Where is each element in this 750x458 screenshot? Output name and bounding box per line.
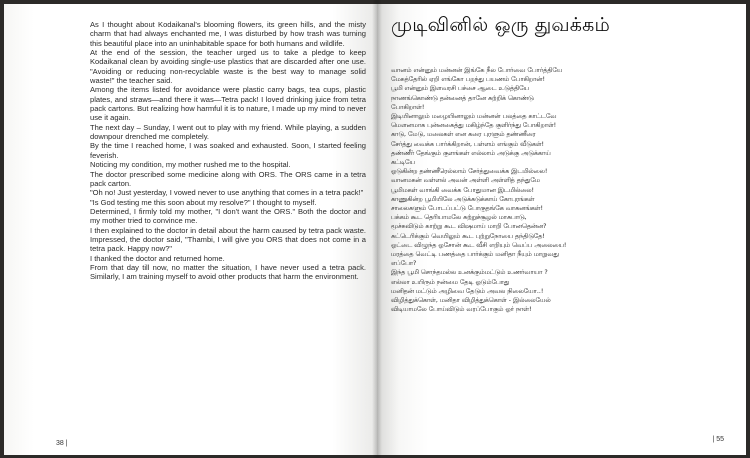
poem-line: சாலைகளும் போடப்பட்டு போகுதங்கே வாகனங்கள்!	[391, 205, 543, 213]
poem-line: மேகத்தேரில் ஏறி எங்கோ பறந்து பயணம் போகிறான்!	[391, 76, 545, 84]
right-page	[377, 4, 746, 455]
left-page-number: 38 |	[56, 440, 68, 447]
paragraph: I then explained to the doctor in detail about the harm caused by tetra pack waste. Impressed, the doctor said, "Thambi, I will give you ORS that does not come in a tetra pack. Happy now?"	[90, 225, 366, 254]
poem-line: ஓட்டை விழுந்த ஓசோன் கூட வீசி எறியும் வெப்ப அலையை!	[391, 241, 567, 249]
poem-line: விடியாமலே போய்விடும் வரப்போகும் ஓர் நாள்!	[391, 306, 532, 314]
poem-line: காணுகின்ற பூமியிலே அடுக்கடுக்காய் கோபுரங்கள்	[391, 195, 535, 203]
poem-line: சேர்த்து வைக்க பார்க்கிறான், பள்ளம் எங்கும் வீடுகள்!	[391, 140, 545, 148]
poem-line: மரத்தை வெட்டி பணத்தை பார்க்கும் மனிதா நீயும் மாறுவது	[391, 251, 559, 259]
poem-line: பக்கம் கூட தெரியாமலே சுற்றுச்சூழல் மாசுபாடு,	[391, 214, 527, 222]
poem-line: போகிறாள்!	[391, 103, 425, 111]
poem-line: நாணங்கொண்டு தன்னைத் தானே சுற்றிக் கொண்டு	[391, 94, 534, 102]
poem-line: வானமகன் வள்ளல் அவன் அள்ளி அள்ளித் தந்துமே	[391, 177, 540, 185]
paragraph: Noticing my condition, my mother rushed me to the hospital.	[90, 160, 291, 170]
paragraph: At the end of the session, the teacher urged us to take a pledge to keep Kodaikanal clean by avoiding single-use plastics that are discarded after one use. "Avoiding or reducing non-recyclable waste is the best way to manage solid waste!" the teacher said.	[90, 48, 366, 86]
poem-line: எல்லா உயிரும் நன்மை தேடி ஓடும்போது	[391, 278, 510, 286]
poem-line: இந்த பூமி சொந்தமல்ல உனக்கும்மட்டும் உணர்வாயா ?	[391, 269, 548, 277]
poem-line: தண்ணீர் தேங்கும் குளங்கள் எல்லாம் அடுக்கு அடுக்காய்	[391, 149, 551, 157]
poem-line: பூமிமகள் வாங்கி வைக்க போதுமான இடமில்லை!	[391, 186, 534, 194]
poem-line: வானம் என்னும் மன்னன் இங்கே நீல போர்வை போர்த்தியே	[391, 67, 563, 74]
paragraph: From that day till now, no matter the situation, I have never used a tetra pack. Similarly, I am training myself to avoid other products that harm the environment.	[90, 262, 366, 282]
poem-line: மனிதன் மட்டும் அழிவை தேடும் அவல நிலையோ..!	[391, 287, 544, 295]
paragraph: I thanked the doctor and returned home.	[90, 253, 225, 263]
paragraph: Determined, I firmly told my mother, "I don't want the ORS." Both the doctor and my mother tried to convince me.	[90, 206, 366, 226]
poem-line: சுட்டெரிக்கும் வெயிலும் கூட புற்றுநோயை தந்திடுதே!	[391, 232, 545, 240]
poem-line: ஓடுகின்ற தண்ணீரெல்லாம் சேர்த்துவைக்க இடமில்லை!	[391, 168, 548, 176]
left-page	[4, 4, 377, 455]
paragraph: The doctor prescribed some medicine along with ORS. The ORS came in a tetra pack carton.	[90, 169, 366, 188]
poem-line: பூமி என்னும் இளவரசி பச்சை ஆடை உடுத்தியே	[391, 85, 529, 93]
story-text	[90, 20, 366, 282]
poem-line: மூச்சுவிடும் காற்று கூட விஷமாய் மாறி போனதென்ன?	[391, 223, 547, 231]
poem-line: மௌனமாக புன்னகைத்து மகிழ்ந்தே குளிர்ந்து போகிறாள்!	[391, 122, 557, 130]
poem-line: விழித்துக்கொள், மனிதா விழித்துக்கொள் - இல்லையேல்	[391, 297, 551, 305]
paragraph: By the time I reached home, I was soaked and exhausted. Soon, I started feeling feverish.	[90, 141, 366, 160]
right-page-number: | 55	[712, 436, 724, 443]
poem-line: கட்டியே	[391, 159, 415, 167]
paragraph: As I thought about Kodaikanal's blooming flowers, its green hills, and the misty charm that had always enchanted me, I was disturbed by how trash was turning this beautiful place into an uninhabitable space for both humans and wildlife.	[90, 20, 366, 48]
book-gutter	[372, 0, 382, 458]
paragraph: "Oh no! Just yesterday, I vowed never to use anything that comes in a tetra pack!"	[90, 188, 364, 198]
poem-title: முடிவினில் ஒரு துவக்கம்	[391, 14, 610, 36]
paragraph: Among the items listed for avoidance were plastic carry bags, tea cups, plastic plates, and straws—and there it was—Tetra pack! I loved drinking juice from tetra pack cartons. But realizing how harmful it is to nature, I made up my mind to never use it again.	[90, 85, 366, 123]
poem-line: எப்போ?	[391, 260, 417, 268]
poem-line: இடியினாலும் மழையினாலும் மன்னன் பலத்தை காட்டவே	[391, 113, 557, 121]
paragraph: The next day – Sunday, I went out to play with my friend. While playing, a sudden downpour drenched me completely.	[90, 122, 366, 142]
poem-line: காடு, மேடு, மலைகள் என கரை புரளும் தண்ணீரை	[391, 131, 536, 139]
paragraph: "Is God testing me this soon about my resolve?" I thought to myself.	[90, 197, 317, 207]
poem-text	[391, 66, 691, 314]
